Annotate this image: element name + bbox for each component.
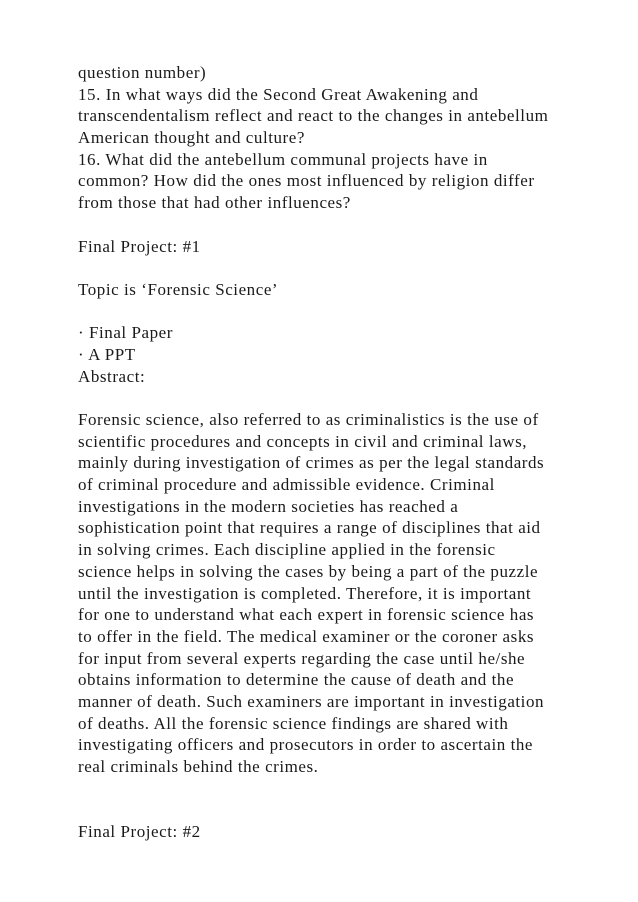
blank-line xyxy=(78,387,618,409)
abstract-line: for input from several experts regarding the case until he/she xyxy=(78,648,526,668)
abstract-line: obtains information to determine the cause of death and the xyxy=(78,670,515,690)
question-line: 16. What did the antebellum communal projects have in xyxy=(78,149,488,169)
final-project-1-heading: Final Project: #1 xyxy=(78,236,201,256)
abstract-line: of deaths. All the forensic science findings are shared with xyxy=(78,713,509,733)
final-project-2-heading: Final Project: #2 xyxy=(78,822,201,842)
abstract-line: of criminal procedure and admissible evidence. Criminal xyxy=(78,475,495,495)
abstract-line: sophistication point that requires a range of disciplines that aid xyxy=(78,518,541,538)
abstract-line: scientific procedures and concepts in civil and criminal laws, xyxy=(78,431,528,451)
question-line: from those that had other influences? xyxy=(78,193,351,213)
blank-line xyxy=(78,301,618,323)
blank-line xyxy=(78,214,618,236)
document-body xyxy=(78,62,618,843)
abstract-line: in solving crimes. Each discipline applied in the forensic xyxy=(78,540,496,560)
deliverable-item: · Final Paper xyxy=(78,323,173,343)
abstract-heading: Abstract: xyxy=(78,366,146,386)
abstract-line: for one to understand what each expert in forensic science has xyxy=(78,605,535,625)
abstract-line: science helps in solving the cases by being a part of the puzzle xyxy=(78,561,539,581)
abstract-line: investigations in the modern societies has reached a xyxy=(78,496,459,516)
blank-line xyxy=(78,778,618,800)
question-line: common? How did the ones most influenced by religion differ xyxy=(78,171,535,191)
blank-line xyxy=(78,257,618,279)
abstract-line: Forensic science, also referred to as criminalistics is the use of xyxy=(78,410,539,429)
question-line: American thought and culture? xyxy=(78,128,305,148)
topic-line: Topic is ‘Forensic Science’ xyxy=(78,279,279,299)
question-line: question number) xyxy=(78,63,207,82)
question-line: transcendentalism reflect and react to the changes in antebellum xyxy=(78,106,549,126)
question-line: 15. In what ways did the Second Great Awakening and xyxy=(78,84,479,104)
abstract-line: to offer in the field. The medical examiner or the coroner asks xyxy=(78,626,535,646)
abstract-line: investigating officers and prosecutors in order to ascertain the xyxy=(78,735,534,755)
blank-line xyxy=(78,799,618,821)
deliverable-item: · A PPT xyxy=(78,344,136,364)
abstract-line: real criminals behind the crimes. xyxy=(78,757,319,776)
abstract-line: manner of death. Such examiners are important in investigation xyxy=(78,691,545,711)
abstract-line: until the investigation is completed. Therefore, it is important xyxy=(78,583,532,603)
abstract-line: mainly during investigation of crimes as per the legal standards xyxy=(78,453,545,473)
